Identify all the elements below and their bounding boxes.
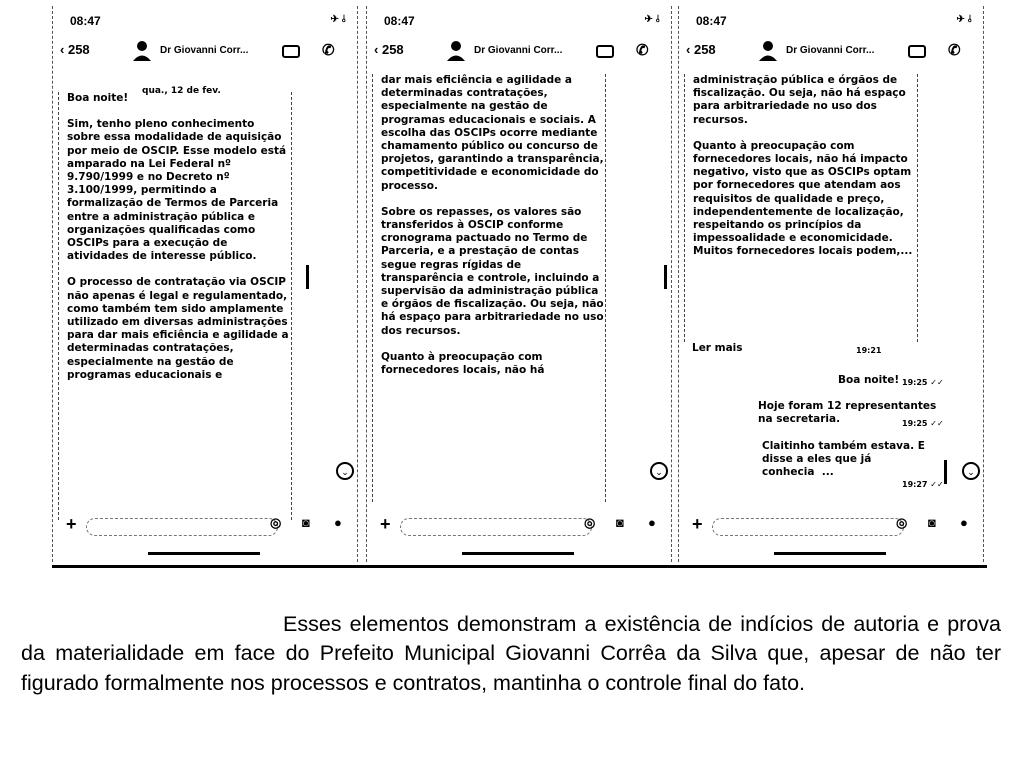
back-button[interactable] [60,42,90,57]
camera-icon[interactable]: ◙ [302,515,310,530]
home-indicator [774,552,886,555]
video-call-icon[interactable] [596,45,614,58]
avatar[interactable] [132,40,152,62]
signal-icon: ✈ ⫰ [644,14,660,25]
message-text: Sobre os repasses, os valores são transferidos à OSCIP conforme cronograma pactuado no Termo de Parceria, e a prestação de contas segue regras rígidas de transparência e controle, incluindo a supervisão da administração pública e órgãos de fiscalização. Ou seja, não há espaço para arbitrariedade no uso dos recursos. [381,205,608,337]
unread-count: 258 [67,42,90,57]
signal-icon: ✈ ⫰ [330,14,346,25]
chat-header [686,40,976,64]
plus-icon[interactable]: + [380,514,391,534]
message-bubble [684,74,918,342]
status-bar [64,14,346,30]
message-input[interactable] [712,518,904,536]
phone-call-icon[interactable]: ✆ [636,42,649,59]
phone-screen-1 [52,6,358,562]
message-time: 19:21 [856,346,882,355]
video-call-icon[interactable] [908,45,926,58]
scroll-down-icon[interactable]: ⌄ [962,462,980,480]
scrollbar[interactable] [306,265,309,289]
chat-header [374,40,664,64]
status-time: 08:47 [384,14,415,28]
chevron-left-icon: ‹ [686,42,691,57]
message-text: dar mais eficiência e agilidade a determinadas contratações, especialmente na gestão de programas educacionais e sociais. A escolha das OSCIPs ocorre mediante chamamento público ou concurso de projetos, garantindo a transparência, competitividade e economicidade do processo. [381,74,608,192]
plus-icon[interactable]: + [692,514,703,534]
composer-bar [678,514,984,538]
message-input[interactable] [86,518,278,536]
outgoing-message: Claitinho também estava. E disse a eles que já conhecia ... [762,440,925,479]
composer-bar [52,514,358,538]
chat-header [60,40,350,64]
message-bubble [372,74,606,502]
sticker-icon[interactable]: ◎ [584,515,596,530]
contact-name[interactable]: Dr Giovanni Corr... [160,45,249,56]
avatar[interactable] [446,40,466,62]
mic-icon[interactable]: ● [334,515,342,530]
contact-name[interactable]: Dr Giovanni Corr... [474,45,563,56]
composer-bar [366,514,672,538]
back-button[interactable] [374,42,404,57]
scrollbar[interactable] [944,460,947,484]
divider [52,565,987,568]
home-indicator [462,552,574,555]
message-text: O processo de contratação via OSCIP não apenas é legal e regulamentado, como também tem sido amplamente utilizado em diversas administrações para dar mais eficiência e agilidade a determinadas contratações, especialmente na gestão de programas educacionais e [67,276,293,381]
message-bubble [58,92,292,520]
status-bar [378,14,660,30]
camera-icon[interactable]: ◙ [616,515,624,530]
sticker-icon[interactable]: ◎ [270,515,282,530]
paragraph-text: Esses elementos demonstram a existência de indícios de autoria e prova da materialidade em face do Prefeito Municipal Giovanni Corrêa da Silva que, apesar de não ter figurado formalmente nos processos e contratos, mantinha o controle final do fato. [21,612,1001,695]
outgoing-message: Hoje foram 12 representantes na secretaria. [758,400,937,426]
plus-icon[interactable]: + [66,514,77,534]
read-more-link[interactable]: Ler mais [692,342,743,354]
unread-count: 258 [693,42,716,57]
home-indicator [148,552,260,555]
unread-count: 258 [381,42,404,57]
screenshot-strip [52,0,986,568]
scroll-down-icon[interactable]: ⌄ [650,462,668,480]
signal-icon: ✈ ⫰ [956,14,972,25]
phone-screen-3 [678,6,984,562]
message-text: Quanto à preocupação com fornecedores locais, não há impacto negativo, visto que as OSCIPs optam por fornecedores que atendam aos requisitos de qualidade e preço, independentemente de localização, respeitando os princípios da impessoalidade e economicidade. Muitos fornecedores locais podem,... [693,139,915,258]
back-button[interactable] [686,42,716,57]
message-text: Quanto à preocupação com fornecedores locais, não há [381,350,547,377]
mic-icon[interactable]: ● [960,515,968,530]
mic-icon[interactable]: ● [648,515,656,530]
phone-call-icon[interactable]: ✆ [322,42,335,59]
scroll-down-icon[interactable]: ⌄ [336,462,354,480]
phone-call-icon[interactable]: ✆ [948,42,961,59]
sticker-icon[interactable]: ◎ [896,515,908,530]
chevron-left-icon: ‹ [60,42,65,57]
message-time: 19:27 ✓✓ [902,480,944,489]
phone-screen-2 [366,6,672,562]
message-input[interactable] [400,518,592,536]
message-time: 19:25 ✓✓ [902,378,944,387]
status-time: 08:47 [70,14,101,28]
avatar[interactable] [758,40,778,62]
message-text: Boa noite! [67,92,129,104]
scrollbar[interactable] [664,265,667,289]
chevron-left-icon: ‹ [374,42,379,57]
message-text: administração pública e órgãos de fiscalização. Ou seja, não há espaço para arbitrariedade no uso dos recursos. [693,74,910,126]
contact-name[interactable]: Dr Giovanni Corr... [786,45,875,56]
body-paragraph [21,610,1001,698]
message-text: Sim, tenho pleno conhecimento sobre essa modalidade de aquisição por meio de OSCIP. Esse modelo está amparado na Lei Federal nº 9.790/1999 e no Decreto nº 3.100/1999, permitindo a formalização de Termos de Parceria entre a administração pública e organizações qualificadas como OSCIPs para a execução de atividades de interesse público. [67,118,290,263]
status-time: 08:47 [696,14,727,28]
outgoing-message: Boa noite! [838,374,900,386]
date-separator: qua., 12 de fev. [142,86,221,96]
camera-icon[interactable]: ◙ [928,515,936,530]
status-bar [690,14,972,30]
message-time: 19:25 ✓✓ [902,419,944,428]
video-call-icon[interactable] [282,45,300,58]
